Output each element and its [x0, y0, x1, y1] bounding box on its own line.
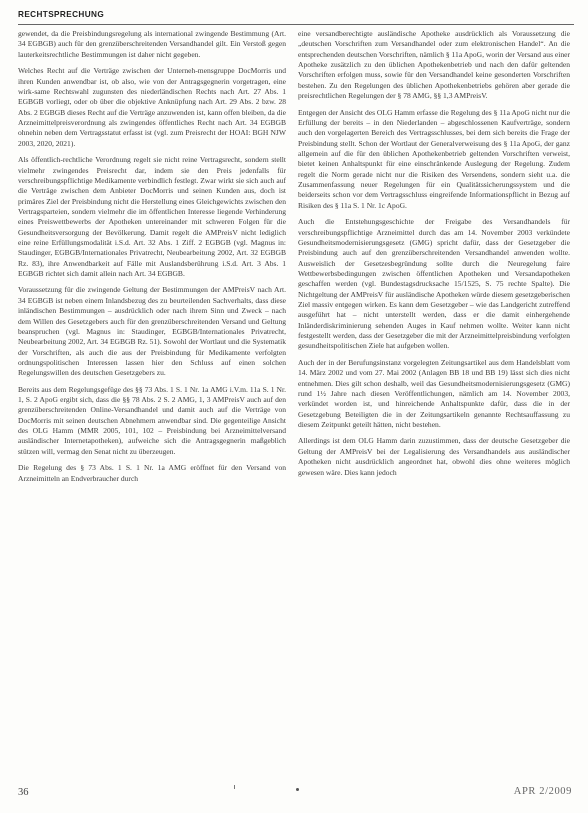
page-mark: [234, 785, 235, 789]
paragraph: Bereits aus dem Regelungsgefüge des §§ 73 Abs. 1 S. 1 Nr. 1a AMG i.V.m. 11a S. 1 Nr. 1, S. 2 ApoG ergibt sich, dass die §§ 78 Abs. 2 S. 2 AMG, 1, 3 AMPreisV auch auf den grenzüberschreitenden Online-Versandhandel und damit auch auf die Verträge von DocMorris mit seinen deutschen Abnehmern anwendbar sind. Die gegenteilige Ansicht des OLG Hamm (MMR 2005, 101, 102 – Preisbindung bei Arzneimittelversand ausländischer Internetapotheken), aufweiche sich die Antragsgegnerin maßgeblich stützen will, vermag den Senat nicht zu überzeugen.: [18, 384, 286, 456]
paragraph: Als öffentlich-rechtliche Verordnung regelt sie nicht reine Vertragsrecht, sondern stellt vielmehr zwingendes Preisrecht dar, indem sie den Preis jedenfalls für verschreibungspflichtige Medikamente verbindlich festlegt. Zwar wirkt sie sich auch auf die Verträge zwischen dem Anbieter DocMorris und seinen Kunden aus, doch ist primäres Ziel der Preisbindung nicht die Herstellung eines Gleichgewichts zwischen den Vertragsparteien, sondern vielmehr die im öffentlichen Interesse liegende Verhinderung eines Preiswettbewerbs der Apotheken untereinander mit schweren Folgen für die Gesundheitsversorgung der Bevölkerung. Damit regelt die AMPreisV nicht lediglich eine reine Erfüllungsmodalität i.S.d. Art. 32 Abs. 1 Ziff. 2 EGBGB (vgl. Magnus in: Staudinger, EGBGB/Internationales Privatrecht, Neubearbeitung 2002, Art. 32 EGBGB Rz. 83), ihre Anwendbarkeit auf Fälle mit Auslandsberührung i.S.d. Art. 3 Abs. 1 EGBGB richtet sich damit allein nach Art. 34 EGBGB.: [18, 155, 286, 278]
paragraph: Voraussetzung für die zwingende Geltung der Bestimmungen der AMPreisV nach Art. 34 EGBGB ist neben einem Inlandsbezug des zu beurteilenden Sachverhalts, dass diese inländischen Bestimmungen – ausdrücklich oder nach ihrem Sinn und Zweck – nach dem Willen des Gesetzgebers auch für den grenzüberschreitenden Versand und Geltung beanspruchen (vgl. Magnus in: Staudinger, EGBGB/Internationales Privatrecht, Neubearbeitung 2002, Art. 34 EGBGB Rz. 51). Sowohl der Wortlaut und die Systematik der Vorschriften, als auch die aus der Preisbindung für Medikamente verfolgten ordnungspolitischen Interessen lassen hier den Schluss auf einen solchen Regelungswillen des deutschen Gesetzgebers zu.: [18, 285, 286, 378]
paragraph: Allerdings ist dem OLG Hamm darin zuzustimmen, dass der deutsche Gesetzgeber die Geltung der AMPreisV bei der Legalisierung des Versandhandels aus ausländischer Apotheken nicht ausdrücklich angeordnet hat, obwohl dies ohne weiteres möglich gewesen wäre. Dies kann jedoch: [298, 436, 570, 477]
continuation-dot: [296, 788, 299, 791]
paragraph: Die Regelung des § 73 Abs. 1 S. 1 Nr. 1a AMG eröffnet für den Versand von Arzneimitteln an Endverbraucher durch: [18, 463, 286, 483]
paragraph: Entgegen der Ansicht des OLG Hamm erfasse die Regelung des § 11a ApoG nicht nur die Erfüllung der bereits – in den Niederlanden – abgeschlossenen Kaufverträge, sondern auch den vorgelagerten Bereich des Vertragsschlusses, bei dem sich bereits die Frage der Preisbindung stellt. Schon der Wortlaut der Generalverweisung des § 11a ApoG, der ganz allgemein auf die für den üblichen Apothekenbetrieb geltenden Vorschriften verweist, bietet keinen Anhaltspunkt für eine einschränkende Auslegung der Regelung. Zudem regelt die Norm gerade nicht nur die Risiken des Versendens, sondern sieht u.a. die Zusammenfassung neuer Regelungen für ein Qualitätssicherungssystem und die beiderseits schon vor dem Vertragsschluss eingreifende Informationspflicht in Bezug auf Risiken des § 11a S. 1 Nr. 1c ApoG.: [298, 107, 570, 210]
paragraph: Welches Recht auf die Verträge zwischen der Unterneh-mensgruppe DocMorris und ihren Kunden anwendbar ist, ob also, wie von der Antragsgegnerin vorgetragen, eine wirk-same Rechtswahl zugunsten des niederländischen Rechts nach Art. 27 Abs. 1 EGBGB vorliegt, oder ob über die objektive Anknüpfung nach Art. 29 Abs. 2 bzw. 28 Abs. 2 EGBGB dieses Recht auf die Verträge anzuwenden ist, kann offen bleiben, da die Arzneimittelpreisverordnung als zwingendes öffentliches Recht nach Art. 34 EGBGB ohnehin neben dem Vertragsstatut erfasst ist (vgl. zum Preisrecht der HOAI: BGH NJW 2003, 2020, 2021).: [18, 66, 286, 148]
header-rule: [18, 24, 574, 25]
paragraph: gewendet, da die Preisbindungsregelung als international zwingende Bestimmung (Art. 34 EGBGB) auch für den grenzüberschreitenden Versandhandel gilt. Ein Verstoß gegen lauterkeitsrechtliche Bestimmungen ist daher nicht gegeben.: [18, 29, 286, 59]
section-header: RECHTSPRECHUNG: [18, 10, 105, 19]
journal-issue: APR 2/2009: [513, 786, 572, 797]
paragraph: Auch die Entstehungsgeschichte der Freigabe des Versandhandels für verschreibungspflichtige Arzneimittel durch das am 14. November 2003 verkündete Gesundheitsmodernisierungsgesetz (GMG) spricht dafür, dass der Gesetzgeber die Preisbindung auch auf den grenzüberschreitenden Versandhandel anwenden wollte. Ausweislich der Gesetzesbegründung sollte durch die Neuregelung faire Wettbewerbsbedingungen zwischen öffentlichen Apotheken und Versandapotheken geschaffen werden (vgl. Bundestagsdrucksache 15/1525, S. 75 rechte Spalte). Die Nichtgeltung der AMPreisV für ausländische Apotheken würde diesem gesetzgeberischen Ziel massiv entgegen wirken. Es kann dem Gesetzgeber – wie das Landgericht zutreffend ausgeführt hat – nicht unterstellt werden, dass er die damit einhergehende Inländerdiskriminierung sehenden Auges in Kauf nehmen wollte. Weiter kann nicht festgestellt werden, dass der Gesetzgeber die mit der Arzneimittelpreisbindung verfolgten gesundheitspolitischen Ziele hat aufgeben wollen.: [298, 217, 570, 351]
paragraph: eine versandberechtigte ausländische Apotheke ausdrücklich als Voraussetzung die „deutschen Vorschriften zum Versandhandel oder zum elektronischen Handel“. An die entsprechenden deutschen Vorschriften, nämlich § 11a ApoG, worin der Versand aus einer Apotheke zusätzlich zu den üblichen Apothekenbetrieb und nach den dafür geltenden Vorschriften erfolgen muss, sowie für den Versandhandel keine gesonderten Vorschriften bestehen. Zu den Regelungen des üblichen Apothekenbetriebs gehören aber gerade die preisrechtlichen Regelungen der § 78 AMG, §§ 1,3 AMPreisV.: [298, 29, 570, 101]
right-column: [298, 29, 570, 784]
page-number: 36: [18, 787, 29, 798]
paragraph: Auch der in der Berufungsinstanz vorgelegten Zeitungsartikel aus dem Handelsblatt vom 14. März 2002 und vom 27. Mai 2002 (Anlagen BB 18 und BB 19) lässt sich dies nicht entnehmen. Dies gilt schon deshalb, weil das Gesundheitsmodernisierungsgesetz (GMG) rund 1½ Jahre nach diesen Veröffentlichungen, nämlich am 14. November 2003, verkündet worden ist, und hinreichende Anhaltspunkte dafür, dass die in der Gesetzgebung Beteiligten die in der Zeitungsartikeln genannte Rechtsauffassung zu diesem Zeitpunkt geteilt hätten, nicht bestehen.: [298, 357, 570, 429]
left-column: [18, 29, 286, 784]
